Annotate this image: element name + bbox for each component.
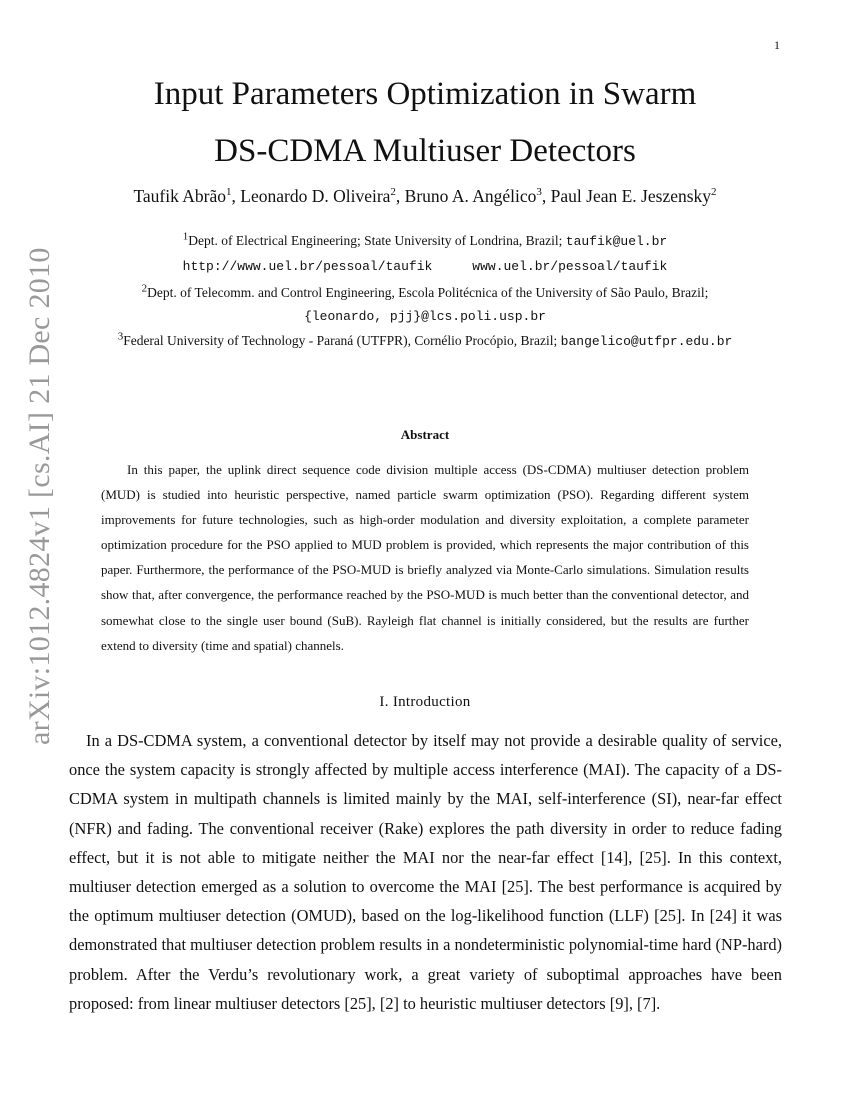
paper-title [0,66,850,180]
affiliation-3: $^3$Federal University of Technology - Paraná (UTFPR), Cornélio Procópio, Brazil; bangelico@utfpr.edu.br [117,330,733,349]
author-affiliation-mark: 1 [226,186,232,199]
arxiv-side-stamp: arXiv:1012.4824v1 [cs.AI] 21 Dec 2010 [23,247,56,745]
abstract-heading: Abstract [400,427,450,442]
introduction-paragraph: In a DS-CDMA system, a conventional detector by itself may not provide a desirable quality of service, once the system capacity is strongly affected by multiple access interference (MAI). The capacity of a DS-CDMA system in multipath channels is limited mainly by the MAI, self-interference (SI), near-far effect (NFR) and fading. The conventional receiver (Rake) explores the path diversity in order to reduce fading effect, but it is not able to mitigate neither the MAI nor the near-far effect [14], [25]. In this context, multiuser detection emerged as a solution to overcome the MAI [25]. The best performance is acquired by the optimum multiuser detection (OMUD), based on the log-likelihood function (LLF) [25]. In [24] it was demonstrated that multiuser detection problem results in a nondeterministic polynomial-time hard (NP-hard) problem. After the Verdu’s revolutionary work, a great variety of suboptimal approaches have been proposed: from linear multiuser detectors [25], [2] to heuristic multiuser detectors [9], [7]. [69,731,782,1013]
email-link[interactable]: bangelico@utfpr.edu.br [560,334,733,349]
url-link[interactable]: www.uel.br/pessoal/taufik [472,259,668,274]
title-line-2: DS-CDMA Multiuser Detectors [214,133,636,169]
section-heading: I. Introduction [379,694,471,710]
author-affiliation-mark: 2 [390,186,396,199]
affiliation-2-email[interactable]: {leonardo, pjj}@lcs.poli.usp.br [304,309,546,324]
author-name: Leonardo D. Oliveira [240,186,391,206]
affiliation-1-urls [0,259,850,274]
affiliation-2: $^2$Dept. of Telecomm. and Control Engineering, Escola Politécnica of the University of São Paulo, Brazil; [141,282,709,300]
author-name: Paul Jean E. Jeszensky [550,186,712,206]
page-number: 1 [774,38,780,52]
author-affiliation-mark: 2 [711,186,717,199]
email-link[interactable]: taufik@uel.br [565,234,668,249]
author-list: Taufik Abrão$^1$, Leonardo D. Oliveira$^2$, Bruno A. Angélico$^3$, Paul Jean E. Jeszensky$^2$ [133,186,717,206]
author-affiliation-mark: 3 [536,186,542,199]
title-line-1: Input Parameters Optimization in Swarm [153,76,697,112]
author-name: Taufik Abrão [133,186,227,206]
author-name: Bruno A. Angélico [404,186,537,206]
url-link[interactable]: http://www.uel.br/pessoal/taufik [182,259,433,274]
affiliation-1: $^1$Dept. of Electrical Engineering; State University of Londrina, Brazil; taufik@uel.br [182,230,668,249]
abstract-text: In this paper, the uplink direct sequence code division multiple access (DS-CDMA) multiuser detection problem (MUD) is studied into heuristic perspective, named particle swarm optimization (PSO). Regarding different system improvements for future technologies, such as high-order modulation and diversity exploitation, a complete parameter optimization procedure for the PSO applied to MUD problem is provided, which represents the major contribution of this paper. Furthermore, the performance of the PSO-MUD is briefly analyzed via Monte-Carlo simulations. Simulation results show that, after convergence, the performance reached by the PSO-MUD is much better than the conventional detector, and somewhat close to the single user bound (SuB). Rayleigh flat channel is initially considered, but the results are further extend to diversity (time and spatial) channels. [101,462,749,653]
